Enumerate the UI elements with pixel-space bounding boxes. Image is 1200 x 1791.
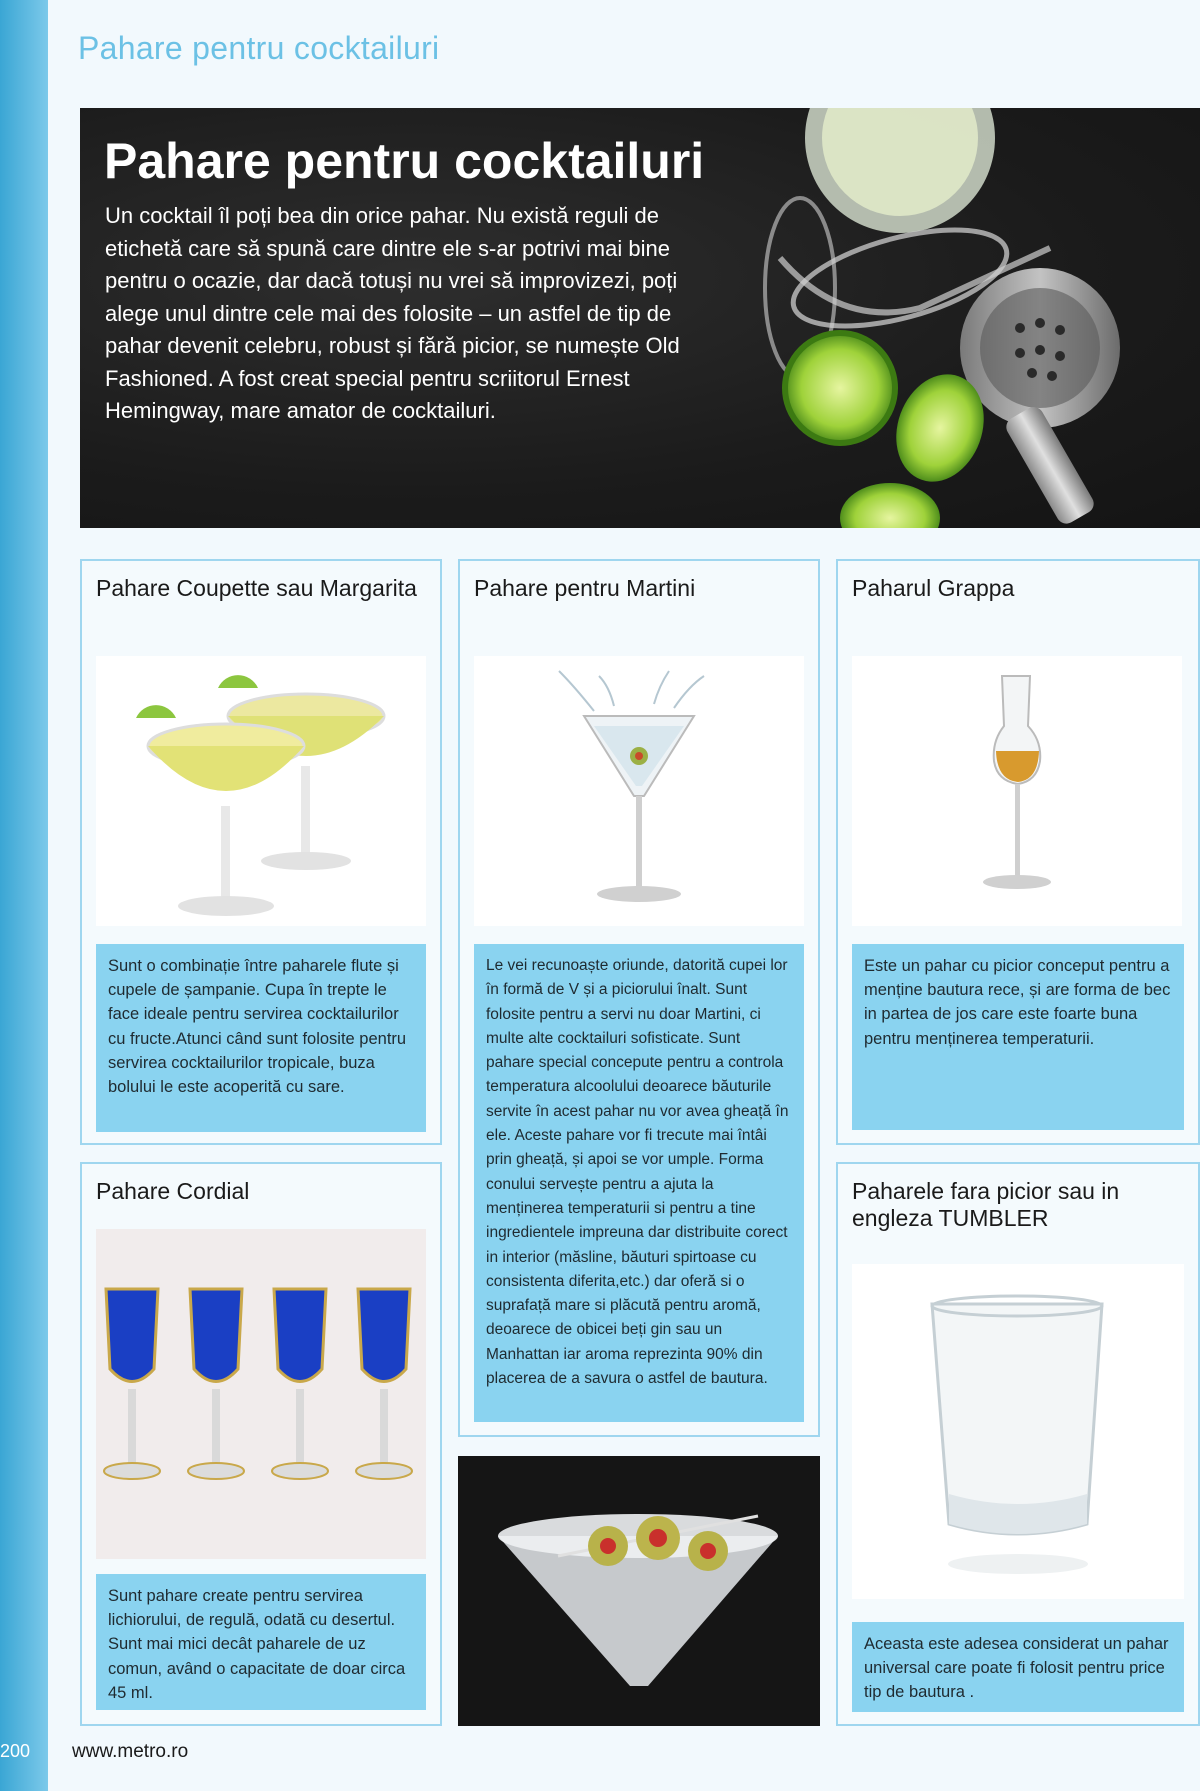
cocktail-tools-photo-icon: [720, 108, 1200, 528]
tumbler-glass-photo-icon: [852, 1264, 1184, 1599]
card-title: Paharul Grappa: [852, 575, 1015, 601]
card-cordial: [80, 1162, 442, 1726]
blue-cordial-glasses-photo-icon: [96, 1229, 426, 1559]
card-margarita: [80, 559, 442, 1145]
card-title: Pahare pentru Martini: [474, 575, 696, 601]
card-description: Le vei recunoaște oriunde, datorită cupei lor în formă de V și a piciorului înalt. Sunt folosite pentru a servi nu doar Martini, ci multe alte cocktailuri sofisticate. Sunt pahare special concepute pentru a controla temperatura alcoolului deoarece băuturile servite în acest pahar nu vor avea gheață în ele. Aceste pahare vor fi trecute mai întâi prin gheață, și apoi se vor umple. Forma conului servește pentru a ajuta la menținerea temperaturii si pentru a tine ingredientele impreuna dar distribuite corect in interior (măsline, băuturi spirtoase cu consistenta diferita,etc.) dar oferă si o suprafață mare si plăcută pentru aromă, deoarece de obicei beți gin sau un Manhattan iar aroma reprezinta 90% din placerea de a savura o astfel de bautura.: [474, 944, 804, 1422]
hero-title: Pahare pentru cocktailuri: [104, 133, 705, 189]
card-tumbler: [836, 1162, 1200, 1726]
card-martini: [458, 559, 820, 1437]
left-color-band: [0, 0, 48, 1791]
card-title: Paharele fara picior sau in engleza TUMBLER: [852, 1178, 1120, 1231]
card-description: Sunt pahare create pentru servirea lichiorului, de regulă, odată cu desertul. Sunt mai mici decât paharele de uz comun, având o capacitate de doar circa 45 ml.: [96, 1574, 426, 1710]
margarita-glasses-photo-icon: [96, 656, 426, 926]
martini-olives-photo-icon: [458, 1456, 820, 1726]
hero-banner: [80, 108, 1200, 528]
card-title: Pahare Cordial: [96, 1178, 250, 1204]
card-title: Pahare Coupette sau Margarita: [96, 575, 417, 601]
card-description: Este un pahar cu picior conceput pentru a menține bautura rece, și are forma de bec in partea de jos care este foarte buna pentru menținerea temperaturii.: [852, 944, 1184, 1130]
card-description: Aceasta este adesea considerat un pahar universal care poate fi folosit pentru price tip de bautura .: [852, 1622, 1184, 1712]
card-grappa: [836, 559, 1200, 1145]
martini-splash-photo-icon: [474, 656, 804, 926]
website-link[interactable]: www.metro.ro: [72, 1741, 189, 1762]
hero-text: Un cocktail îl poți bea din orice pahar. Nu există reguli de etichetă care să spună care dintre ele s-ar potrivi mai bine pentru o ocazie, dar dacă totuși nu vrei să improvizezi, poți alege unul dintre cele mai des folosite – un astfel de tip de pahar devenit celebru, robust și fără picior, se numește Old Fashioned. A fost creat special pentru scriitorul Ernest Hemingway, mare amator de cocktailuri.: [105, 203, 680, 423]
section-heading: Pahare pentru cocktailuri: [78, 30, 440, 66]
card-description: Sunt o combinație între paharele flute și cupele de șampanie. Cupa în trepte le face ideale pentru servirea cocktailurilor cu fructe.Atunci când sunt folosite pentru servirea cocktailurilor tropicale, buza bolului le este acoperită cu sare.: [96, 944, 426, 1132]
grappa-glass-photo-icon: [852, 656, 1182, 926]
page-number: 200: [0, 1741, 31, 1761]
